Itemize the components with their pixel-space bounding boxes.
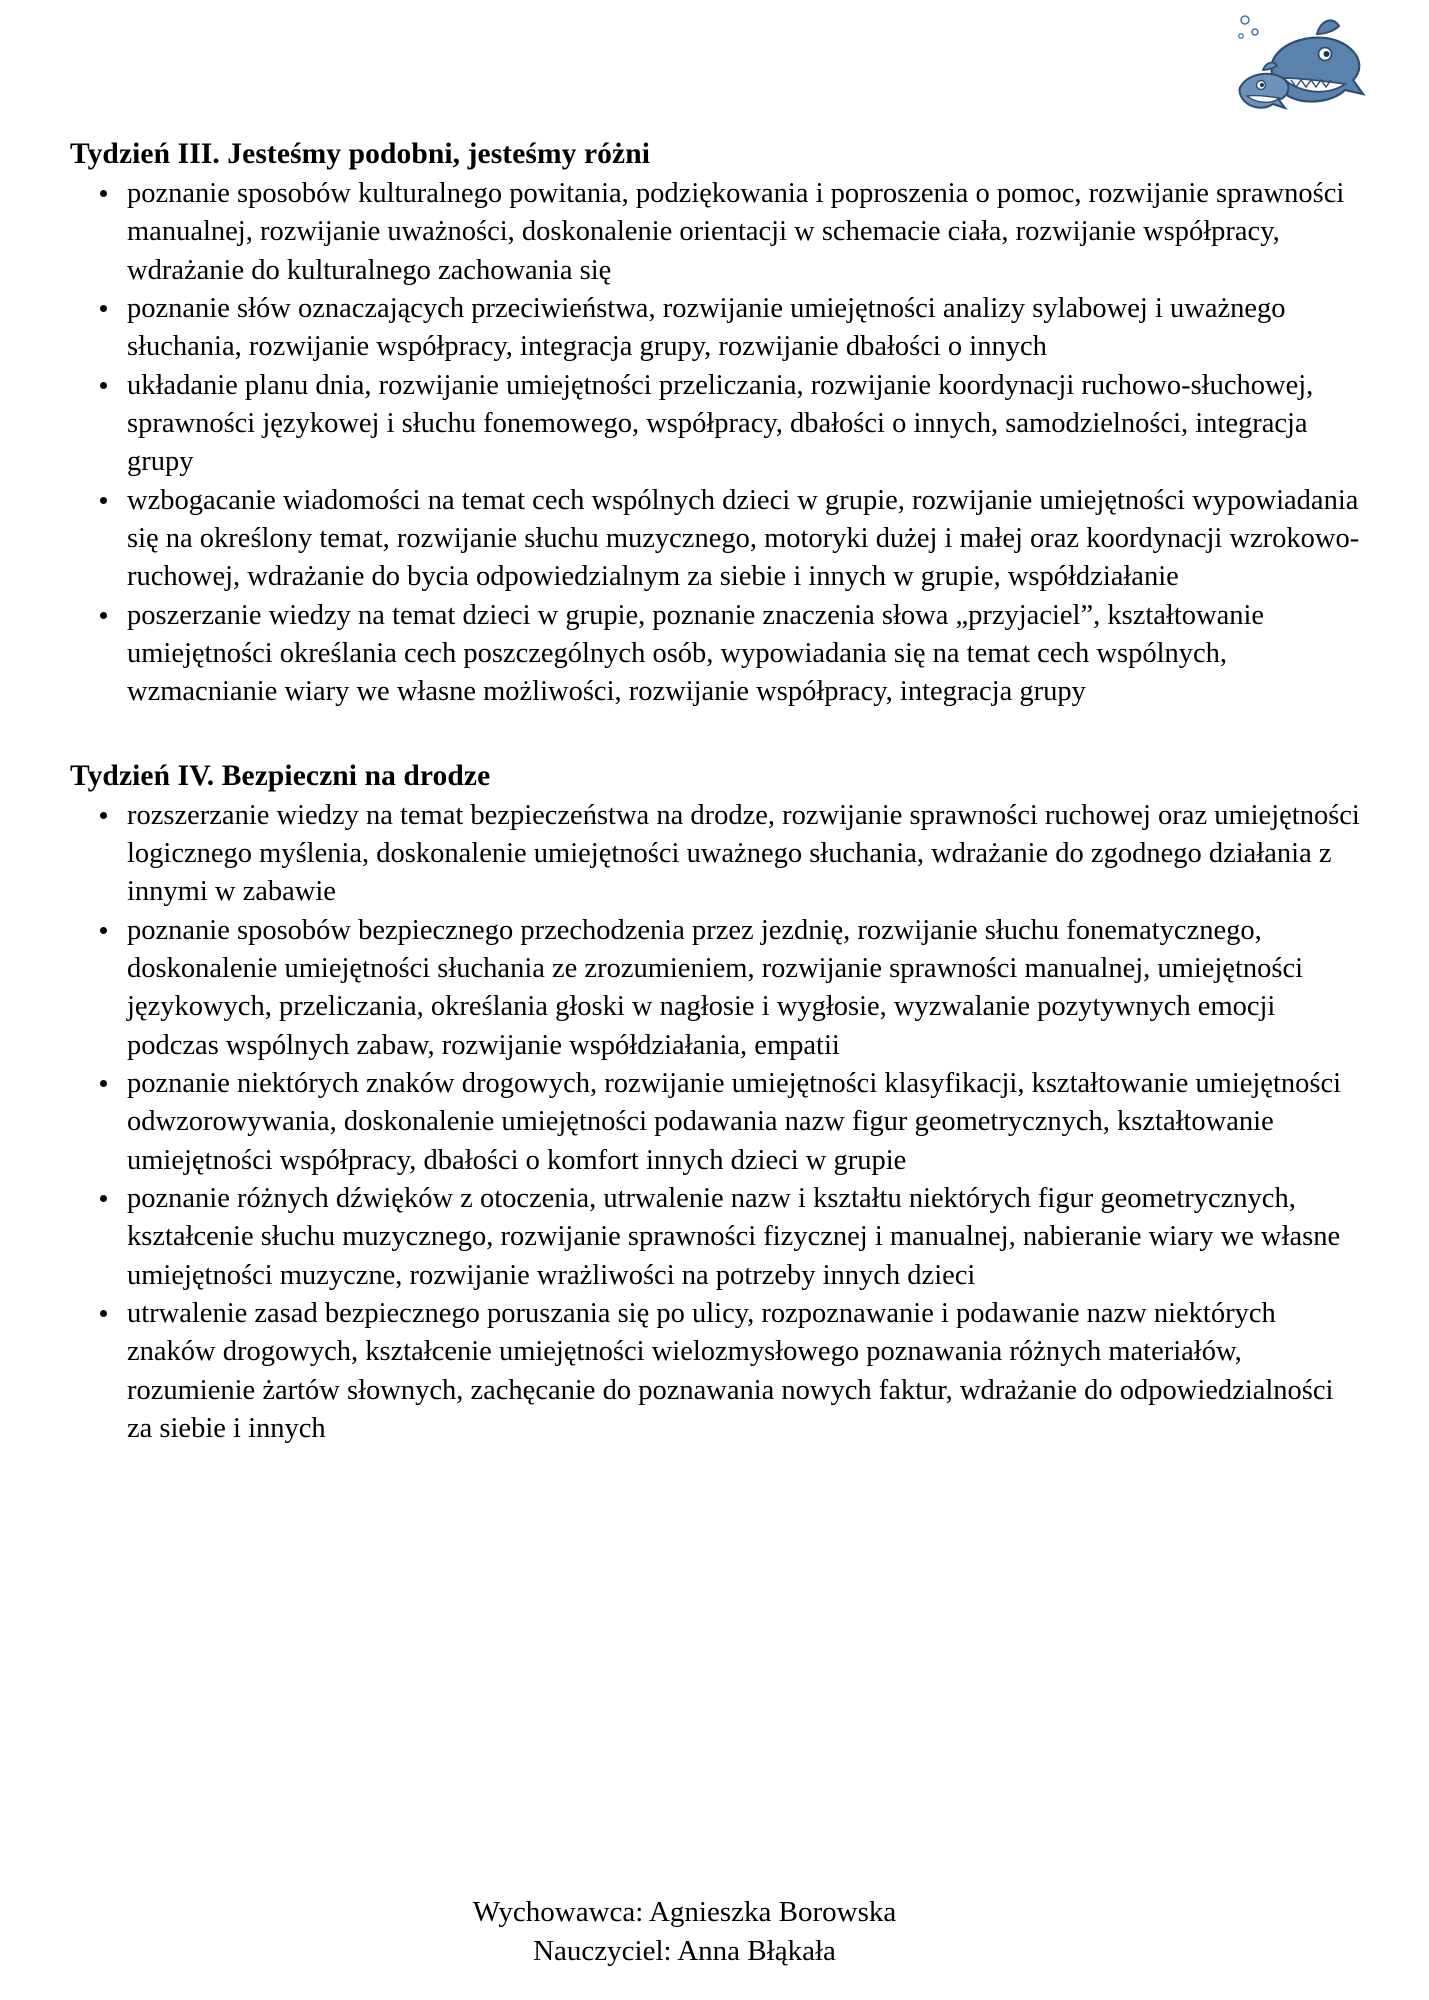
list-item-text: poszerzanie wiedzy na temat dzieci w grupie, poznanie znaczenia słowa „przyjaciel”, kształtowanie umiejętności określania cech poszczególnych osób, wypowiadania się na temat cech wspólnych, wzmacnianie wiary we własne możliwości, rozwijanie współpracy, integracja grupy — [127, 599, 1265, 708]
list-item — [70, 797, 1360, 912]
section-divider-space — [70, 712, 1360, 760]
document-content — [70, 138, 1360, 1448]
list-item — [70, 175, 1360, 290]
list-item — [70, 1295, 1360, 1448]
bullet-dot-icon — [100, 1195, 107, 1202]
list-item-text: poznanie słów oznaczających przeciwieństwa, rozwijanie umiejętności analizy sylabowej i uważnego słuchania, rozwijanie współpracy, integracja grupy, rozwijanie dbałości o innych — [127, 292, 1286, 363]
list-item-text: utrwalenie zasad bezpiecznego poruszania się po ulicy, rozpoznawanie i podawanie nazw niektórych znaków drogowych, kształcenie umiejętności wielozmysłowego poznawania różnych materiałów, rozumienie żartów słownych, zachęcanie do poznawania nowych faktur, wdrażanie do odpowiedzialności za siebie i innych — [127, 1297, 1334, 1444]
bullet-dot-icon — [100, 1310, 107, 1317]
list-item-text: poznanie sposobów bezpiecznego przechodzenia przez jezdnię, rozwijanie słuchu fonematycznego, doskonalenie umiejętności słuchania ze zrozumieniem, rozwijanie sprawności manualnej, umiejętności językowych, przeliczania, określania głoski w nagłosie i wygłosie, wyzwalanie pozytywnych emocji podczas wspólnych zabaw, rozwijanie współdziałania, empatii — [127, 914, 1304, 1061]
list-item — [70, 597, 1360, 712]
section-title-week-3: Tydzień III. Jesteśmy podobni, jesteśmy różni — [70, 138, 651, 170]
footer-line-teacher-main: Wychowawca: Agnieszka Borowska — [472, 1896, 897, 1929]
shark-mascot-logo — [1221, 8, 1371, 128]
list-item-text: poznanie różnych dźwięków z otoczenia, utrwalenie nazw i kształtu niektórych figur geometrycznych, kształcenie słuchu muzycznego, rozwijanie sprawności fizycznej i manualnej, nabieranie wiary we własne umiejętności muzyczne, rozwijanie wrażliwości na potrzeby innych dzieci — [127, 1182, 1341, 1291]
bullet-list-week-4 — [70, 797, 1360, 1449]
bullet-dot-icon — [100, 612, 107, 619]
list-item-text: rozszerzanie wiedzy na temat bezpieczeństwa na drodze, rozwijanie sprawności ruchowej oraz umiejętności logicznego myślenia, doskonalenie umiejętności uważnego słuchania, wdrażanie do zgodnego działania z innymi w zabawie — [127, 799, 1360, 908]
list-item-text: wzbogacanie wiadomości na temat cech wspólnych dzieci w grupie, rozwijanie umiejętności wypowiadania się na określony temat, rozwijanie słuchu muzycznego, motoryki dużej i małej oraz koordynacji wzrokowo-ruchowej, wdrażanie do bycia odpowiedzialnym za siebie i innych w grupie, współdziałanie — [127, 484, 1360, 593]
section-week-4 — [70, 760, 1360, 1449]
list-item-text: poznanie sposobów kulturalnego powitania, podziękowania i poproszenia o pomoc, rozwijanie sprawności manualnej, rozwijanie uważności, doskonalenie orientacji w schemacie ciała, rozwijanie współpracy, wdrażanie do kulturalnego zachowania się — [127, 178, 1345, 286]
list-item — [70, 1065, 1360, 1180]
list-item — [70, 482, 1360, 597]
list-item — [70, 367, 1360, 482]
bullet-dot-icon — [100, 382, 107, 389]
list-item — [70, 912, 1360, 1065]
bullet-dot-icon — [100, 190, 107, 197]
bullet-dot-icon — [100, 497, 107, 504]
bullet-dot-icon — [100, 1080, 107, 1087]
document-footer — [0, 1893, 1429, 1970]
section-title-week-4: Tydzień IV. Bezpieczni na drodze — [70, 759, 491, 792]
bullet-dot-icon — [100, 305, 107, 312]
bullet-dot-icon — [100, 812, 107, 819]
footer-line-teacher-second: Nauczyciel: Anna Błąkała — [533, 1934, 836, 1967]
list-item-text: układanie planu dnia, rozwijanie umiejętności przeliczania, rozwijanie koordynacji ruchowo-słuchowej, sprawności językowej i słuchu fonemowego, współpracy, dbałości o innych, samodzielności, integracja grupy — [127, 369, 1314, 478]
list-item — [70, 1180, 1360, 1295]
bullet-list-week-3 — [70, 175, 1360, 712]
bullet-dot-icon — [100, 927, 107, 934]
list-item-text: poznanie niektórych znaków drogowych, rozwijanie umiejętności klasyfikacji, kształtowanie umiejętności odwzorowywania, doskonalenie umiejętności podawania nazw figur geometrycznych, kształtowanie umiejętności współpracy, dbałości o komfort innych dzieci w grupie — [127, 1067, 1342, 1176]
list-item — [70, 290, 1360, 367]
section-week-3 — [70, 138, 1360, 712]
